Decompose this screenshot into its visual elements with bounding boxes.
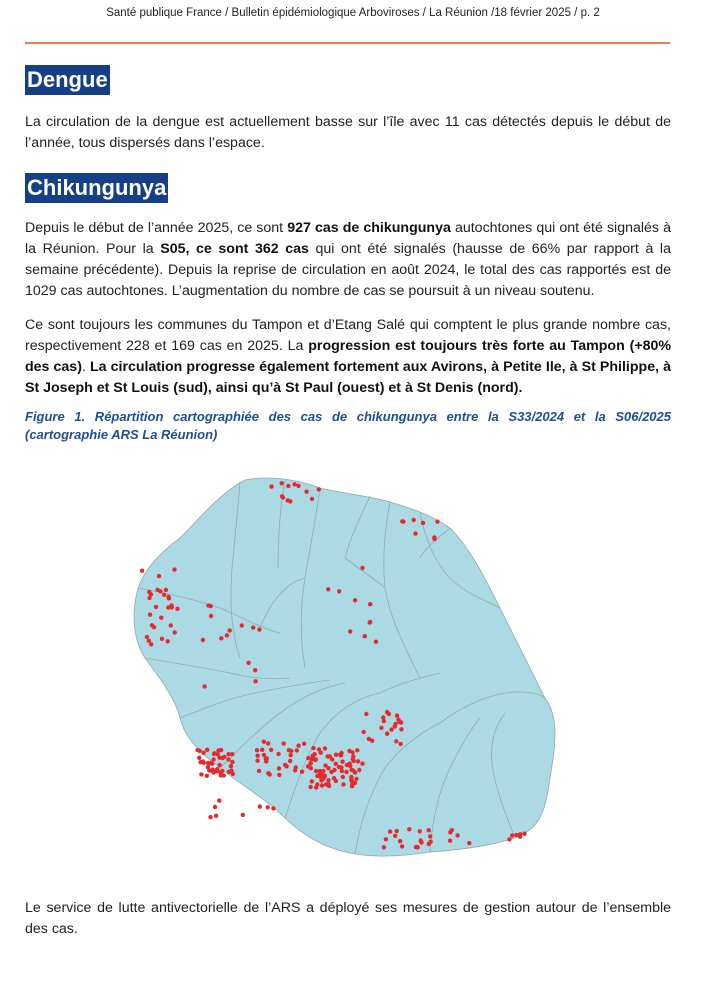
case-point: [354, 777, 358, 781]
case-point: [311, 746, 315, 750]
reunion-case-map: [120, 468, 580, 868]
case-point: [195, 748, 199, 752]
case-point: [394, 739, 398, 743]
case-point: [209, 614, 213, 618]
case-point: [374, 640, 378, 644]
case-point: [334, 753, 338, 757]
case-point: [353, 770, 357, 774]
case-point: [257, 627, 261, 631]
case-point: [246, 661, 250, 665]
case-point: [318, 772, 322, 776]
case-point: [347, 749, 351, 753]
case-point: [345, 763, 349, 767]
case-point: [277, 766, 281, 770]
case-point: [314, 769, 318, 773]
case-point: [314, 757, 318, 761]
case-point: [317, 487, 321, 491]
case-point: [353, 598, 357, 602]
case-point: [280, 481, 284, 485]
case-point: [284, 764, 288, 768]
case-point: [399, 727, 403, 731]
case-point: [364, 712, 368, 716]
case-point: [289, 753, 293, 757]
case-point: [166, 639, 170, 643]
case-point: [326, 778, 330, 782]
case-point: [450, 828, 454, 832]
case-point: [277, 773, 281, 777]
case-point: [229, 764, 233, 768]
case-point: [320, 783, 324, 787]
case-point: [228, 628, 232, 632]
case-point: [148, 613, 152, 617]
case-point: [215, 768, 219, 772]
case-point: [393, 834, 397, 838]
text-run: Depuis le début de l’année 2025, ce sont: [25, 220, 288, 236]
case-point: [356, 759, 360, 763]
text-run: qui ont été signalés (hausse de 66% par rapport à la semaine précédente). Depuis la reprise de circulation en août 2024, le total des cas rapportés est de 1029 cas autochtones. L’augmentation du nombre de cas se poursuit à un niveau soutenu.: [25, 241, 671, 299]
case-point: [382, 845, 386, 849]
case-point: [226, 757, 230, 761]
case-point: [287, 748, 291, 752]
case-point: [407, 827, 411, 831]
case-point: [368, 620, 372, 624]
chikungunya-paragraph-1: [25, 218, 671, 302]
case-point: [218, 763, 222, 767]
case-point: [257, 769, 261, 773]
closing-paragraph: Le service de lutte antivectorielle de l’ARS a déployé ses mesures de gestion autour de l’ensemble des cas.: [25, 900, 671, 937]
case-point: [288, 759, 292, 763]
case-point: [329, 770, 333, 774]
case-point: [167, 596, 171, 600]
case-point: [324, 782, 328, 786]
case-point: [328, 754, 332, 758]
case-point: [292, 482, 296, 486]
case-point: [288, 499, 292, 503]
case-point: [253, 679, 257, 683]
case-point: [266, 741, 270, 745]
case-point: [222, 755, 226, 759]
case-point: [326, 766, 330, 770]
case-point: [282, 741, 286, 745]
text-run: Ce sont toujours les communes du Tampon et d’Etang Salé qui comptent le plus grande nombre cas, respectivement 228 et 169 cas en 2025. La: [25, 317, 671, 354]
case-point: [326, 587, 330, 591]
case-point: [214, 814, 218, 818]
case-point: [255, 748, 259, 752]
case-point: [384, 837, 388, 841]
case-point: [337, 589, 341, 593]
figure-caption: Figure 1. Répartition cartographiée des cas de chikungunya entre la S33/2024 et la S06/2025 (cartographie ARS La Réunion): [25, 409, 671, 442]
case-point: [217, 798, 221, 802]
case-point: [351, 757, 355, 761]
case-point: [427, 828, 431, 832]
case-point: [400, 844, 404, 848]
case-point: [518, 832, 522, 836]
case-point: [315, 782, 319, 786]
text-run: .: [81, 359, 90, 375]
chikungunya-paragraph-2: [25, 315, 671, 399]
case-point: [213, 805, 217, 809]
case-point: [360, 566, 364, 570]
case-point: [286, 484, 290, 488]
case-point: [339, 753, 343, 757]
case-point: [507, 837, 511, 841]
case-point: [160, 637, 164, 641]
case-point: [340, 760, 344, 764]
case-point: [319, 751, 323, 755]
case-point: [225, 633, 229, 637]
case-point: [334, 762, 338, 766]
case-point: [308, 785, 312, 789]
case-point: [367, 737, 371, 741]
case-point: [253, 668, 257, 672]
case-point: [149, 642, 153, 646]
case-point: [140, 569, 144, 573]
case-point: [362, 730, 366, 734]
case-point: [145, 635, 149, 639]
case-point: [172, 567, 176, 571]
case-point: [522, 832, 526, 836]
case-point: [158, 589, 162, 593]
case-point: [162, 593, 166, 597]
case-point: [304, 490, 308, 494]
case-point: [310, 497, 314, 501]
case-point: [296, 484, 300, 488]
case-point: [389, 727, 393, 731]
case-point: [435, 520, 439, 524]
case-point: [397, 720, 401, 724]
bold-run: La circulation progresse également fortement aux Avirons, à Petite Ile, à St Philippe, à St Joseph et St Louis (sud), ainsi qu’à St Paul (ouest) et à St Denis (nord).: [25, 359, 671, 396]
case-point: [157, 574, 161, 578]
case-point: [164, 588, 168, 592]
case-point: [210, 762, 214, 766]
case-point: [269, 484, 273, 488]
case-point: [255, 754, 259, 758]
case-point: [219, 636, 223, 640]
case-point: [395, 713, 399, 717]
island-communes: [134, 478, 555, 856]
case-point: [231, 772, 235, 776]
case-point: [428, 834, 432, 838]
case-point: [432, 537, 436, 541]
case-point: [230, 760, 234, 764]
case-point: [510, 833, 514, 837]
case-point: [388, 829, 392, 833]
case-point: [357, 768, 361, 772]
case-point: [421, 521, 425, 525]
case-point: [334, 779, 338, 783]
case-point: [262, 740, 266, 744]
case-point: [212, 770, 216, 774]
bold-run: progression est toujours très forte au Tampon (+80% des cas): [25, 338, 671, 375]
case-point: [341, 782, 345, 786]
case-point: [206, 603, 210, 607]
case-point: [216, 752, 220, 756]
bold-run: S05, ce sont 362 cas: [160, 241, 309, 257]
page-header: Santé publique France / Bulletin épidémiologique Arboviroses / La Réunion /18 février 2025 / p. 2: [106, 7, 600, 19]
case-point: [341, 775, 345, 779]
case-point: [281, 495, 285, 499]
case-point: [159, 616, 163, 620]
case-point: [269, 748, 273, 752]
case-point: [197, 756, 201, 760]
case-point: [205, 748, 209, 752]
case-point: [262, 753, 266, 757]
case-point: [240, 623, 244, 627]
case-point: [349, 777, 353, 781]
case-point: [208, 815, 212, 819]
case-point: [295, 748, 299, 752]
case-point: [427, 842, 431, 846]
case-point: [398, 839, 402, 843]
case-point: [385, 732, 389, 736]
case-point: [448, 839, 452, 843]
header-divider: [25, 42, 670, 44]
text-run: autochtones qui ont été signalés à la Réunion. Pour la: [25, 220, 671, 257]
case-point: [381, 715, 385, 719]
case-point: [147, 590, 151, 594]
case-point: [339, 765, 343, 769]
case-point: [201, 638, 205, 642]
case-point: [395, 829, 399, 833]
case-point: [296, 744, 300, 748]
case-point: [467, 841, 471, 845]
case-point: [309, 766, 313, 770]
case-point: [300, 770, 304, 774]
case-point: [175, 607, 179, 611]
case-point: [368, 602, 372, 606]
case-point: [230, 752, 234, 756]
case-point: [219, 773, 223, 777]
case-point: [350, 784, 354, 788]
case-point: [360, 762, 364, 766]
case-point: [255, 759, 259, 763]
bold-run: 927 cas de chikungunya: [287, 220, 451, 236]
case-point: [414, 845, 418, 849]
case-point: [276, 752, 280, 756]
case-point: [355, 748, 359, 752]
case-point: [413, 531, 417, 535]
case-point: [170, 605, 174, 609]
case-point: [419, 838, 423, 842]
case-point: [205, 774, 209, 778]
case-point: [169, 623, 173, 627]
case-point: [344, 770, 348, 774]
case-point: [323, 746, 327, 750]
case-point: [241, 813, 245, 817]
case-point: [219, 748, 223, 752]
case-point: [258, 804, 262, 808]
case-point: [199, 772, 203, 776]
case-point: [310, 779, 314, 783]
case-point: [412, 518, 416, 522]
case-point: [202, 684, 206, 688]
case-point: [173, 630, 177, 634]
case-point: [385, 710, 389, 714]
case-point: [418, 829, 422, 833]
case-point: [268, 772, 272, 776]
chikungunya-heading: Chikungunya: [25, 173, 168, 203]
case-point: [455, 833, 459, 837]
case-point: [363, 634, 367, 638]
case-point: [271, 806, 275, 810]
case-point: [260, 748, 264, 752]
case-point: [266, 805, 270, 809]
case-point: [400, 519, 404, 523]
case-point: [293, 768, 297, 772]
case-point: [306, 756, 310, 760]
case-point: [320, 777, 324, 781]
case-point: [348, 629, 352, 633]
case-point: [379, 726, 383, 730]
case-point: [349, 768, 353, 772]
case-point: [201, 751, 205, 755]
dengue-heading: Dengue: [25, 65, 110, 95]
case-point: [150, 623, 154, 627]
case-point: [399, 742, 403, 746]
case-point: [154, 605, 158, 609]
dengue-paragraph: La circulation de la dengue est actuellement basse sur l’île avec 11 cas détectés depuis le début de l’année, tous dispersés dans l’espace.: [25, 114, 671, 151]
case-point: [302, 742, 306, 746]
case-point: [309, 761, 313, 765]
case-point: [251, 625, 255, 629]
case-point: [198, 760, 202, 764]
